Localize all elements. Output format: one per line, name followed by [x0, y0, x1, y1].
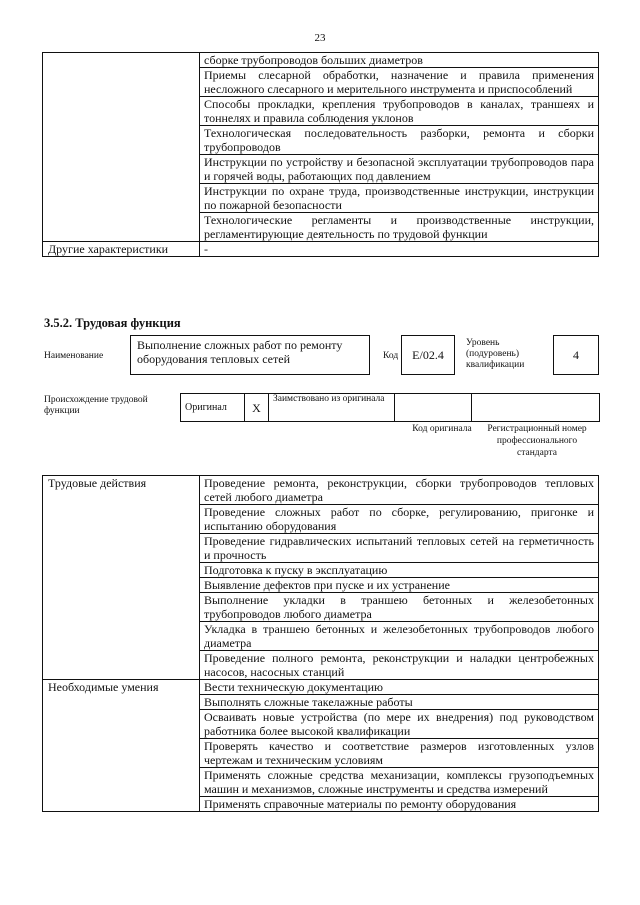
page-number: 23 — [314, 32, 326, 44]
table-cell-text: Проверять качество и соответствие размеров изготовленных узлов чертежам и техническим условиям — [200, 739, 599, 768]
table-cell-text: Выполнять сложные такелажные работы — [200, 695, 599, 710]
table-cell-text: Применять сложные средства механизации, комплексы грузоподъемных машин и механизмов, сложные инструменты и средства измерений — [200, 768, 599, 797]
table-cell-text: Осваивать новые устройства (по мере их внедрения) под руководством работника более высокой квалификации — [200, 710, 599, 739]
original-label: Оригинал — [181, 394, 245, 422]
level-label: Уровень (подуровень) квалификации — [466, 338, 525, 370]
table-cell-text: Подготовка к пуску в эксплуатацию — [200, 563, 599, 578]
section-heading: 3.5.2. Трудовая функция — [44, 316, 181, 330]
table-cell-text: Способы прокладки, крепления трубопроводов в каналах, траншеях и тоннелях и правила соблюдения уклонов — [200, 97, 599, 126]
table-cell-text: - — [200, 242, 599, 257]
table-cell-text: Технологические регламенты и производственные инструкции, регламентирующие деятельность по трудовой функции — [200, 213, 599, 242]
table-cell-text: Выполнение укладки в траншею бетонных и железобетонных трубопроводов любого диаметра — [200, 593, 599, 622]
function-name-box: Выполнение сложных работ по ремонту оборудования тепловых сетей — [130, 335, 370, 375]
original-mark: X — [245, 394, 269, 422]
table-cell-text: Инструкции по охране труда, производственные инструкции, инструкции по пожарной безопасности — [200, 184, 599, 213]
table-cell-text: Укладка в траншею бетонных и железобетонных трубопроводов любого диаметра — [200, 622, 599, 651]
table-row — [43, 242, 599, 257]
table-cell-text: Инструкции по устройству и безопасной эксплуатации трубопроводов пара и горячей воды, работающих под давлением — [200, 155, 599, 184]
level-box: 4 — [553, 335, 599, 375]
table-cell-text: сборке трубопроводов больших диаметров — [200, 53, 599, 68]
code-original-cell — [395, 394, 472, 422]
table-cell-text: Проведение сложных работ по сборке, регулированию, пригонке и испытанию оборудования — [200, 505, 599, 534]
table-cell-label — [43, 53, 200, 242]
table-cell-text: Проведение полного ремонта, реконструкции и наладки центробежных насосов, насосных станций — [200, 651, 599, 680]
borrowed-label: Заимствовано из оригинала — [269, 394, 395, 422]
code-original-caption: Код оригинала — [412, 424, 472, 434]
reg-number-caption: Регистрационный номер профессионального стандарта — [487, 424, 587, 458]
name-label: Наименование — [44, 351, 104, 361]
table-cell-label: Другие характеристики — [43, 242, 200, 257]
origin-table — [180, 393, 600, 422]
table-cell-text: Приемы слесарной обработки, назначение и правила применения несложного слесарного и мерительного инструмента и приспособлений — [200, 68, 599, 97]
top-table — [42, 52, 599, 257]
code-label: Код — [383, 351, 399, 361]
table-cell-text: Применять справочные материалы по ремонту оборудования — [200, 797, 599, 812]
duties-table — [42, 475, 599, 812]
table-row — [43, 53, 599, 68]
table-cell-text: Выявление дефектов при пуске и их устранение — [200, 578, 599, 593]
table-cell-text: Проведение гидравлических испытаний тепловых сетей на герметичность и прочность — [200, 534, 599, 563]
table-cell-text: Вести техническую документацию — [200, 680, 599, 695]
table-cell-text: Технологическая последовательность разборки, ремонта и сборки трубопроводов — [200, 126, 599, 155]
table-cell-text: Проведение ремонта, реконструкции, сборки трубопроводов тепловых сетей любого диаметра — [200, 476, 599, 505]
origin-label: Происхождение трудовой функции — [44, 395, 148, 416]
group-label-actions: Трудовые действия — [43, 476, 200, 680]
reg-number-cell — [472, 394, 600, 422]
group-label-skills: Необходимые умения — [43, 680, 200, 812]
table-row — [43, 476, 599, 505]
table-row — [43, 680, 599, 695]
code-box: E/02.4 — [401, 335, 455, 375]
